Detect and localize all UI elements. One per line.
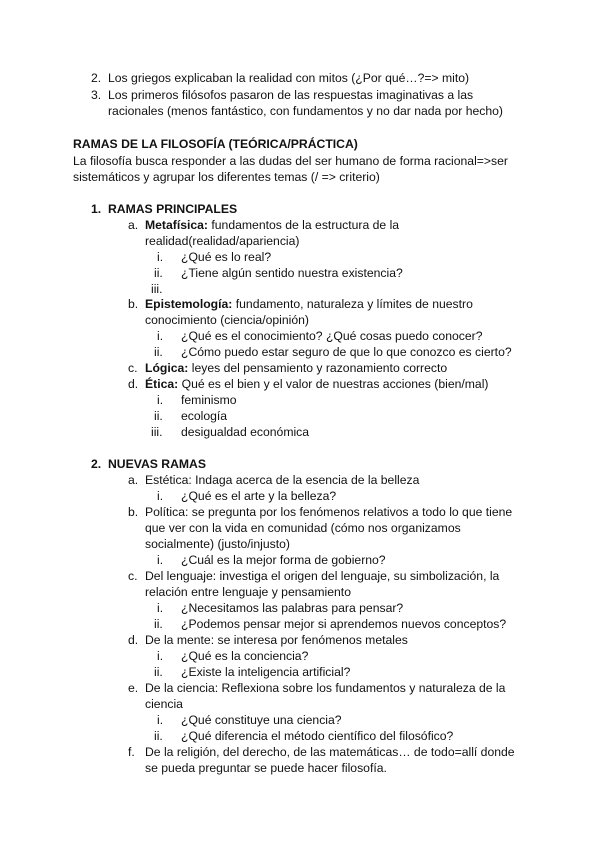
item-letter: a. — [128, 218, 139, 232]
subitem-number: ii. — [154, 266, 163, 280]
list-item — [145, 296, 473, 312]
definition: fundamentos de la estructura de la — [211, 218, 400, 232]
subitem-number: ii. — [154, 729, 163, 743]
term: Epistemología: — [145, 297, 233, 311]
subitem-number: i. — [157, 329, 164, 343]
item-letter: b. — [128, 505, 139, 519]
subitem-text: ¿Qué es la conciencia? — [181, 649, 309, 663]
term: Metafísica: — [145, 218, 208, 232]
subitem-text: ¿Necesitamos las palabras para pensar? — [181, 601, 404, 615]
subitem-text: ¿Cómo puedo estar seguro de que lo que conozco es cierto? — [181, 345, 512, 359]
subitem-text: ecología — [181, 409, 228, 423]
subitem-text: ¿Qué es lo real? — [181, 250, 272, 264]
list-item-text: Los primeros filósofos pasaron de las respuestas imaginativas a las — [108, 88, 474, 102]
list-item — [145, 376, 488, 392]
item-letter: f. — [128, 745, 135, 759]
list-item-text: relación entre lenguaje y pensamiento — [145, 585, 351, 599]
list-item-text: que ver con la vida en comunidad (cómo nos organizamos — [145, 521, 461, 535]
list-item-text: se pueda preguntar se puede hacer filosofía. — [145, 761, 387, 775]
section-intro: La filosofía busca responder a las dudas del ser humano de forma racional=>ser — [73, 154, 508, 168]
list-item-text: Estética: Indaga acerca de la esencia de la belleza — [145, 473, 420, 487]
list-item-text: De la religión, del derecho, de las matemáticas… de todo=allí donde — [145, 745, 515, 759]
list-item — [145, 360, 447, 376]
list-item-text: De la mente: se interesa por fenómenos metales — [145, 633, 408, 647]
definition-continued: realidad(realidad/apariencia) — [145, 234, 300, 248]
list-item — [145, 217, 399, 233]
subitem-number: ii. — [154, 409, 163, 423]
term: Lógica: — [145, 361, 189, 375]
subitem-number: i. — [157, 250, 164, 264]
list-item-text: Política: se pregunta por los fenómenos relativos a todo lo que tiene — [145, 505, 513, 519]
item-letter: b. — [128, 297, 139, 311]
item-letter: d. — [128, 633, 139, 647]
subitem-text: ¿Existe la inteligencia artificial? — [181, 665, 351, 679]
heading-number: 2. — [91, 457, 102, 471]
subitem-text: ¿Cuál es la mejor forma de gobierno? — [181, 553, 386, 567]
subitem-number: iii. — [151, 282, 163, 296]
list-item-text: Del lenguaje: investiga el origen del lenguaje, su simbolización, la — [145, 569, 500, 583]
list-item-text: Los griegos explicaban la realidad con mitos (¿Por qué…?=> mito) — [108, 71, 470, 85]
subitem-number: i. — [157, 489, 164, 503]
subitem-number: i. — [157, 713, 164, 727]
list-item-text: racionales (menos fantástico, con fundamentos y no dar nada por hecho) — [108, 104, 503, 118]
definition-continued: conocimiento (ciencia/opinión) — [145, 313, 309, 327]
item-letter: e. — [128, 681, 139, 695]
definition: Qué es el bien y el valor de nuestras acciones (bien/mal) — [181, 377, 489, 391]
section-intro: sistemáticos y agrupar los diferentes temas (/ => criterio) — [73, 170, 380, 184]
list-item-text: socialmente) (justo/injusto) — [145, 537, 290, 551]
term: Ética: — [145, 377, 179, 391]
subitem-number: i. — [157, 601, 164, 615]
subsection-title: NUEVAS RAMAS — [108, 457, 206, 471]
subitem-number: i. — [157, 649, 164, 663]
item-letter: c. — [128, 569, 138, 583]
list-item-text: De la ciencia: Reflexiona sobre los fundamentos y naturaleza de la — [145, 681, 506, 695]
subitem-text: ¿Qué diferencia el método científico del filosófico? — [181, 729, 454, 743]
list-number: 3. — [91, 88, 102, 102]
section-title: RAMAS DE LA FILOSOFÍA (TEÓRICA/PRÁCTICA) — [73, 137, 358, 151]
subitem-number: i. — [157, 393, 164, 407]
subsection-title: RAMAS PRINCIPALES — [108, 202, 238, 216]
subitem-number: i. — [157, 553, 164, 567]
definition: fundamento, naturaleza y límites de nuestro — [235, 297, 473, 311]
subitem-number: ii. — [154, 345, 163, 359]
subitem-number: ii. — [154, 617, 163, 631]
subitem-text: ¿Qué es el conocimiento? ¿Qué cosas puedo conocer? — [181, 329, 483, 343]
subitem-number: iii. — [151, 425, 163, 439]
item-letter: c. — [128, 361, 138, 375]
subitem-text: feminismo — [181, 393, 237, 407]
subitem-text: ¿Qué es el arte y la belleza? — [181, 489, 337, 503]
heading-number: 1. — [91, 202, 102, 216]
item-letter: a. — [128, 473, 139, 487]
definition: leyes del pensamiento y razonamiento correcto — [191, 361, 448, 375]
list-number: 2. — [91, 71, 102, 85]
subitem-number: ii. — [154, 665, 163, 679]
subitem-text: ¿Qué constituye una ciencia? — [181, 713, 342, 727]
subitem-text: ¿Tiene algún sentido nuestra existencia? — [181, 266, 403, 280]
subitem-text: ¿Podemos pensar mejor si aprendemos nuevos conceptos? — [181, 617, 507, 631]
subitem-text: desigualdad económica — [181, 425, 310, 439]
list-item-text: ciencia — [145, 697, 183, 711]
item-letter: d. — [128, 377, 139, 391]
